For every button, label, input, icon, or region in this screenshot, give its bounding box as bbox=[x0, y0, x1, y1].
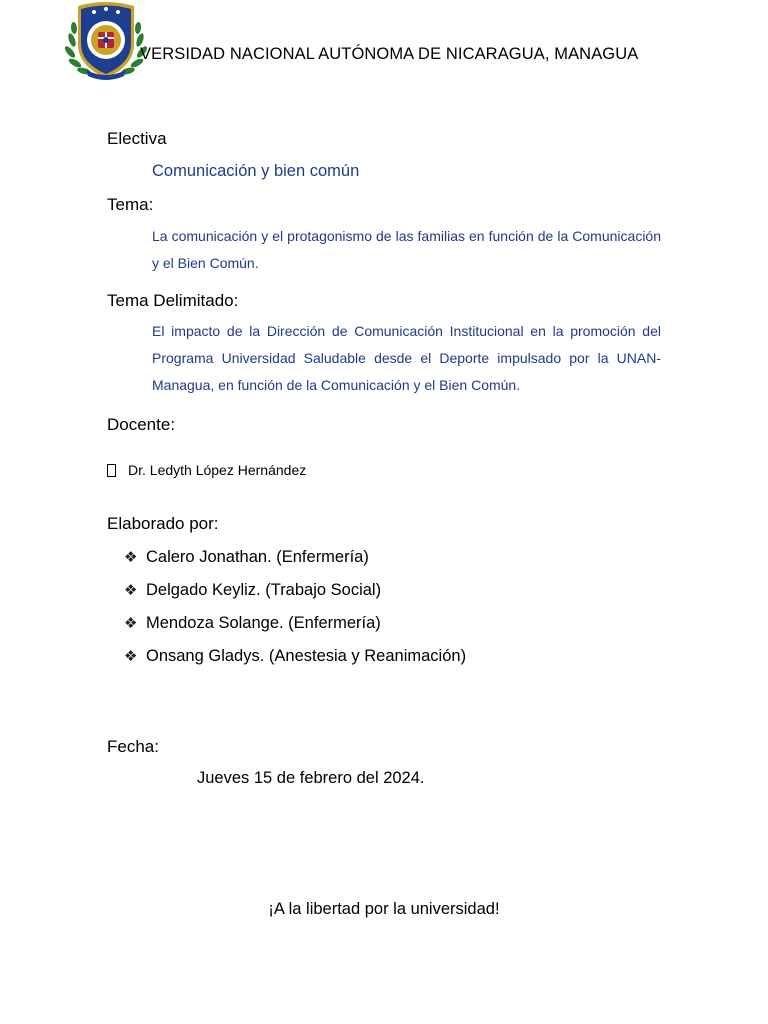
docente-name: Dr. Ledyth López Hernández bbox=[128, 462, 307, 478]
university-seal-logo bbox=[64, 0, 148, 82]
diamond-bullet-icon: ❖ bbox=[124, 648, 138, 665]
electiva-label: Electiva bbox=[107, 129, 167, 148]
list-item bbox=[124, 640, 466, 673]
tema-delimitado-label: Tema Delimitado: bbox=[107, 291, 239, 310]
diamond-bullet-icon: ❖ bbox=[124, 615, 138, 632]
diamond-bullet-icon: ❖ bbox=[124, 549, 138, 566]
fecha-value: Jueves 15 de febrero del 2024. bbox=[197, 769, 425, 787]
university-motto: ¡A la libertad por la universidad! bbox=[268, 900, 500, 918]
list-item bbox=[124, 574, 466, 607]
tema-value: La comunicación y el protagonismo de las familias en función de la Comunicación y el Bien Común. bbox=[152, 228, 661, 271]
tema-delimitado-value: El impacto de la Dirección de Comunicación Institucional en la promoción del Programa Universidad Saludable desde el Deporte impulsado por la UNAN-Managua, en función de la Comunicación y el Bien Común. bbox=[152, 323, 661, 393]
list-item bbox=[124, 541, 466, 574]
elaborado-por-label: Elaborado por: bbox=[107, 514, 219, 533]
docente-label: Docente: bbox=[107, 415, 176, 434]
authors-list bbox=[124, 541, 466, 673]
author-name: Mendoza Solange. (Enfermería) bbox=[146, 614, 381, 632]
author-name: Calero Jonathan. (Enfermería) bbox=[146, 548, 369, 566]
diamond-bullet-icon: ❖ bbox=[124, 582, 138, 599]
missing-glyph-bullet-icon bbox=[107, 464, 116, 477]
list-item bbox=[124, 607, 466, 640]
author-name: Onsang Gladys. (Anestesia y Reanimación) bbox=[146, 647, 467, 665]
tema-label: Tema: bbox=[107, 195, 154, 214]
university-name-header: VERSIDAD NACIONAL AUTÓNOMA DE NICARAGUA, MANAGUA bbox=[140, 45, 639, 63]
author-name: Delgado Keyliz. (Trabajo Social) bbox=[146, 581, 382, 599]
docente-list-item bbox=[107, 462, 306, 478]
fecha-label: Fecha: bbox=[107, 737, 159, 756]
electiva-value: Comunicación y bien común bbox=[152, 162, 360, 180]
